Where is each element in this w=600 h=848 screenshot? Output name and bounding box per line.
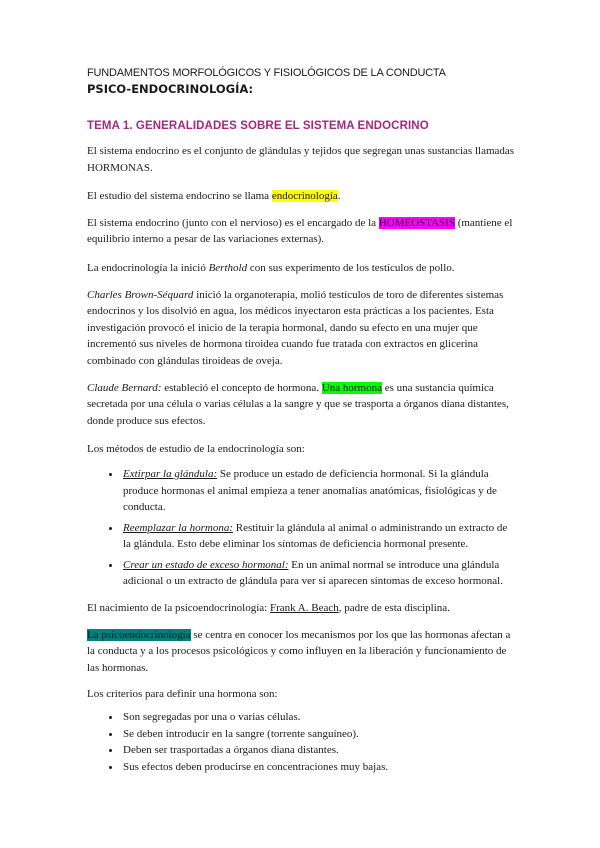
text: (mantiene el equilibrio interno a pesar de las variaciones externas). xyxy=(87,216,513,246)
list-item xyxy=(121,557,517,590)
criteria-list xyxy=(87,709,517,775)
paragraph-bernard xyxy=(87,380,517,430)
highlight-endocrinologia: endocrinología xyxy=(271,190,338,203)
text: . xyxy=(337,190,341,203)
list-item xyxy=(121,520,517,553)
text: La endocrinología la inició xyxy=(87,261,209,274)
list-item: • Sus efectos deben producirse en concentraciones muy bajas. xyxy=(121,759,517,776)
method-label: Reemplazar la hormona: xyxy=(123,521,233,534)
list-item: • Deben ser trasportadas a órganos diana distantes. xyxy=(121,742,517,759)
text: con sus experimento de los testículos de pollo. xyxy=(247,261,455,274)
paragraph-homeostasis xyxy=(87,215,517,248)
paragraph-psicoendocrinologia xyxy=(87,627,517,677)
text: es una sustancia química secretada por una célula o varias células a la sangre y que se trasporta a órganos diana distantes, donde produce sus efectos. xyxy=(87,381,509,427)
highlight-homeostasis: HOMEOSTASIS xyxy=(378,216,455,229)
text: El nacimiento de la psicoendocrinología: xyxy=(87,602,270,615)
paragraph-criteria-intro: Los criterios para definir una hormona son: xyxy=(87,688,278,701)
paragraph-study xyxy=(87,188,517,205)
paragraph-methods-intro: Los métodos de estudio de la endocrinología son: xyxy=(87,443,305,456)
name-bernard: Claude Bernard: xyxy=(87,381,162,394)
paragraph-beach xyxy=(87,600,517,617)
section-heading: TEMA 1. GENERALIDADES SOBRE EL SISTEMA ENDOCRINO xyxy=(87,120,429,132)
paragraph-definition: El sistema endocrino es el conjunto de glándulas y tejidos que segregan unas sustancias llamadas HORMONAS. xyxy=(87,145,515,174)
document-title: PSICO-ENDOCRINOLOGÍA: xyxy=(87,82,254,96)
method-label: Extirpar la glándula: xyxy=(123,467,218,480)
highlight-psicoendocrinologia: La psicoendocrinología xyxy=(87,628,191,641)
text: El sistema endocrino (junto con el nervioso) es el encargado de la xyxy=(87,216,379,229)
name-berthold: Berthold xyxy=(208,261,248,274)
method-label: Crear un estado de exceso hormonal: xyxy=(123,558,289,571)
text: El estudio del sistema endocrino se llama xyxy=(87,190,272,203)
method-text: En un animal normal se introduce una glándula adicional o un extracto de glándula para ver si aparecen síntomas de exceso hormonal. xyxy=(123,558,503,588)
text: , padre de esta disciplina. xyxy=(338,602,450,615)
paragraph-brown-sequard xyxy=(87,287,517,370)
paragraph-berthold xyxy=(87,260,517,277)
highlight-una-hormona: Una hormona xyxy=(321,381,382,394)
text: inició la organoterapia, molió testículos de toro de diferentes sistemas endocrinos y los disolvió en agua, los médicos inyectaron esta prácticas a los pacientes. Esta investigación provocó el inicio de la terapia hormonal, dando su efecto en una mujer que incrementó sus niveles de hormona tiroidea cuando fue tratada con extractos en glicerina combinado con glándulas tiroideas de oveja. xyxy=(87,288,504,367)
list-item: • Se deben introducir en la sangre (torrente sanguíneo). xyxy=(121,726,517,743)
document-header: FUNDAMENTOS MORFOLÓGICOS Y FISIOLÓGICOS DE LA CONDUCTA xyxy=(87,67,446,79)
text: estableció el concepto de hormona. xyxy=(161,381,322,394)
name-beach: Frank A. Beach xyxy=(269,602,339,615)
text: se centra en conocer los mecanismos por los que las hormonas afectan a la conducta y a los procesos psicológicos y como influyen en la liberación y funcionamiento de las hormonas. xyxy=(87,628,511,674)
methods-list xyxy=(87,466,517,590)
list-item: • Son segregadas por una o varias células. xyxy=(121,709,517,726)
document-page xyxy=(87,66,517,775)
list-item xyxy=(121,466,517,516)
method-text: Se produce un estado de deficiencia hormonal. Si la glándula produce hormonas el animal empieza a tener anomalías anatómicas, fisiológicas y de conducta. xyxy=(123,467,497,514)
name-brown-sequard: Charles Brown-Séquard xyxy=(87,288,194,301)
method-text: Restituir la glándula al animal o administrando un extracto de la glándula. Esto debe eliminar los síntomas de deficiencia hormonal presente. xyxy=(123,521,508,551)
